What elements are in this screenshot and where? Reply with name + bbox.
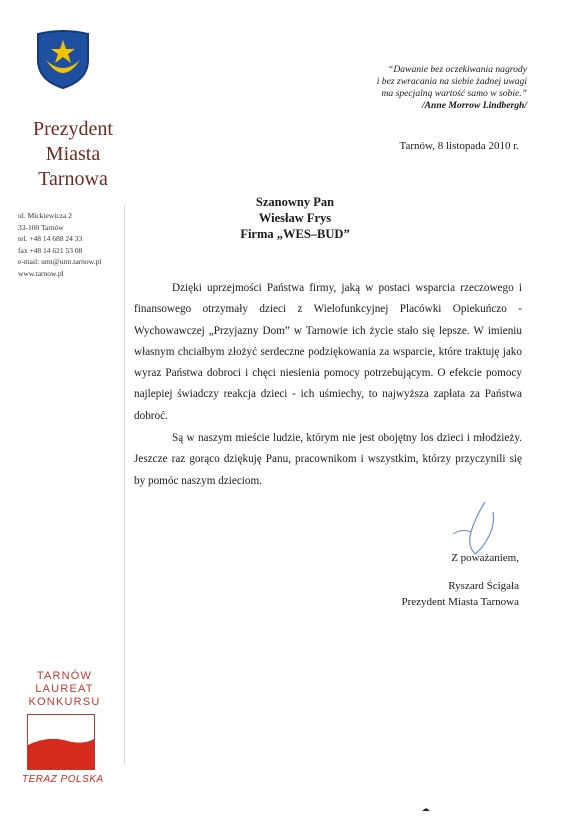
signatory-name: Ryszard Ścigała (448, 580, 519, 592)
handwritten-signature (445, 498, 510, 558)
website-line: www.tarnow.pl (18, 268, 64, 278)
scan-mark (422, 808, 430, 814)
laureate-badge-text (22, 670, 107, 709)
badge-line: TARNÓW (36, 670, 93, 682)
teraz-polska-flag-icon (27, 714, 95, 770)
email-line: e-mail: umt@umt.tarnow.pl (18, 257, 102, 267)
body-paragraph: Dzięki uprzejmości Państwa firmy, jaką w postaci wsparcia rzeczowego i finansowego otrzymały dzieci z Wielofunkcyjnej Placówki Opiekuńczo - Wychowawczej „Przyjazny Dom” w Tarnowie ich życie stało się lepsze. W imieniu własnym chciałbym złożyć serdeczne podziękowania za wsparcie, które traktuję jako wyraz Państwa dobroci i chęci niesienia pomocy potrzebującym. O efekcie pomocy najlepiej świadczy reakcja dzieci - ich uśmiechy, to najwyższa zapłata za Państwa dobroć. (134, 282, 522, 422)
address-line: 33-100 Tarnów (18, 222, 64, 232)
sidebar-divider (124, 205, 125, 765)
sender-title-line: Tarnowa (38, 168, 108, 190)
teraz-polska-logo: TERAZ POLSKA (22, 774, 104, 785)
signatory-position: Prezydent Miasta Tarnowa (401, 596, 519, 608)
quote-line: “Dawanie bez oczekiwania nagrody (387, 64, 527, 75)
badge-line: KONKURSU (28, 696, 101, 708)
phone-line: tel. +48 14 688 24 33 (18, 234, 83, 244)
quote-line: ma specjalną wartość samo w sobie.” (381, 88, 527, 99)
quote-author: /Anne Morrow Lindbergh/ (421, 100, 527, 111)
letter-body (134, 278, 522, 492)
letter-date: Tarnów, 8 listopada 2010 r. (399, 140, 519, 152)
closing-salutation: Z poważaniem, (451, 552, 519, 564)
sender-title-line: Miasta (45, 143, 101, 165)
addressee-block (200, 194, 390, 242)
epigraph-quote (300, 64, 527, 112)
sender-title (18, 117, 128, 192)
badge-line: LAUREAT (35, 683, 94, 695)
body-paragraph: Są w naszym mieście ludzie, którym nie jest obojętny los dzieci i młodzieży. Jeszcze raz gorąco dziękuję Panu, pracownikom i wszystkim, którzy przyczynili się by pomóc naszym dzieciom. (134, 432, 522, 487)
letter-closing (401, 550, 519, 610)
addressee-name: Wiesław Frys (258, 211, 332, 225)
fax-line: fax +48 14 621 53 08 (18, 245, 83, 255)
sender-address (18, 210, 118, 280)
sender-title-line: Prezydent (33, 118, 113, 140)
tarnow-crest-icon (34, 30, 92, 90)
addressee-company: Firma „WES–BUD” (240, 227, 350, 241)
quote-line: i bez zwracania na siebie żadnej uwagi (376, 76, 527, 87)
addressee-salutation: Szanowny Pan (255, 195, 335, 209)
address-line: ul. Mickiewicza 2 (18, 211, 72, 220)
